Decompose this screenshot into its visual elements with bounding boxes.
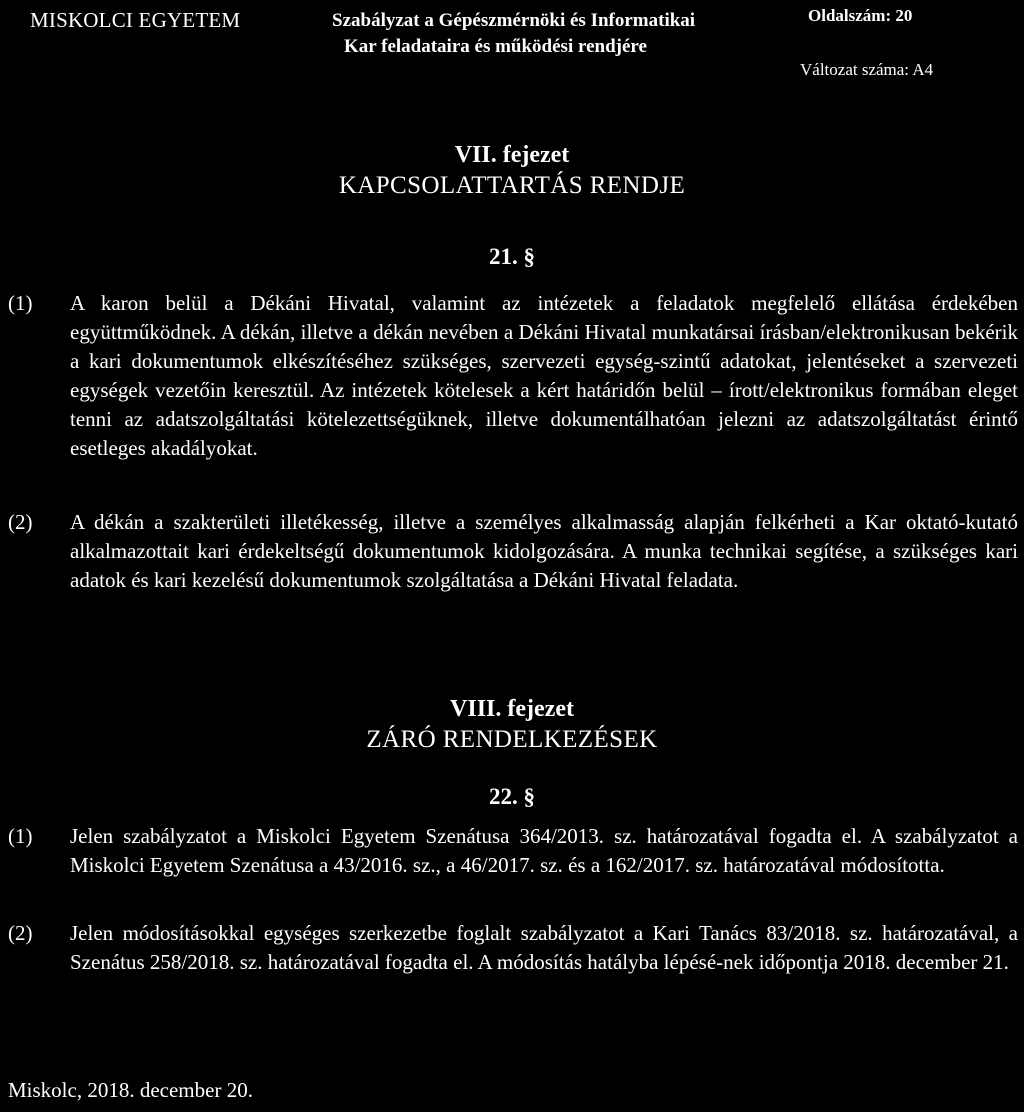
- header-page-number: Oldalszám: 20: [808, 6, 913, 25]
- chapter-7-number: VII. fejezet: [454, 142, 570, 168]
- paragraph-number: (1): [8, 291, 33, 315]
- chapter-7-heading: [0, 140, 1024, 202]
- header-version: Változat száma: A4: [800, 60, 934, 79]
- paragraph-text: A dékán a szakterületi illetékesség, illetve a személyes alkalmasság alapján felkérheti a Kar oktató-kutató alkalmazottait kari érdekeltségű dokumentumok kidolgozására. A munka technikai segítése, a szükséges kari adatok és kari kezelésű dokumentumok szolgáltatása a Dékáni Hivatal feladata.: [70, 510, 1018, 592]
- chapter-8-number: VIII. fejezet: [450, 696, 574, 722]
- paragraph-22-1: [8, 822, 1018, 880]
- chapter-8-heading: [0, 694, 1024, 756]
- paragraph-text: Jelen szabályzatot a Miskolci Egyetem Szenátusa 364/2013. sz. határozatával fogadta el. A szabályzatot a Miskolci Egyetem Szenátusa a 43/2016. sz., a 46/2017. sz. és a 162/2017. sz. határozatával módosította.: [70, 824, 1018, 877]
- header-document-title: [332, 8, 792, 60]
- section-21: 21. §: [489, 244, 535, 269]
- paragraph-number: (2): [8, 510, 33, 534]
- paragraph-number: (1): [8, 824, 33, 848]
- chapter-8-title: ZÁRÓ RENDELKEZÉSEK: [366, 726, 658, 753]
- header-title-line-1: Szabályzat a Gépészmérnöki és Informatikai: [332, 10, 696, 31]
- header-university: MISKOLCI EGYETEM: [30, 8, 241, 32]
- paragraph-21-2: [8, 508, 1018, 595]
- section-22: 22. §: [489, 784, 535, 809]
- paragraph-22-2: [8, 919, 1018, 977]
- chapter-7-title: KAPCSOLATTARTÁS RENDJE: [338, 172, 686, 199]
- paragraph-21-1: [8, 289, 1018, 463]
- paragraph-text: A karon belül a Dékáni Hivatal, valamint az intézetek a feladatok megfelelő ellátása érdekében együttműködnek. A dékán, illetve a dékán nevében a Dékáni Hivatal munkatársai írásban/elektronikusan bekérik a kari dokumentumok elkészítéséhez szükséges, szervezeti egység-szintű adatokat, jelentéseket a szervezeti egységek vezetőin keresztül. Az intézetek kötelesek a kért határidőn belül – írott/elektronikus formában eleget tenni az adatszolgáltatási kötelezettségüknek, illetve dokumentálhatóan jelezni az adatszolgáltatást érintő esetleges akadályokat.: [70, 291, 1018, 460]
- footer-place-date: Miskolc, 2018. december 20.: [8, 1078, 253, 1102]
- header-title-line-2: Kar feladataira és működési rendjére: [344, 36, 647, 57]
- paragraph-number: (2): [8, 921, 33, 945]
- paragraph-text: Jelen módosításokkal egységes szerkezetbe foglalt szabályzatot a Kari Tanács 83/2018. sz. határozatával, a Szenátus 258/2018. sz. határozatával fogadta el. A módosítás hatályba lépésé-nek időpontja 2018. december 21.: [70, 921, 1018, 974]
